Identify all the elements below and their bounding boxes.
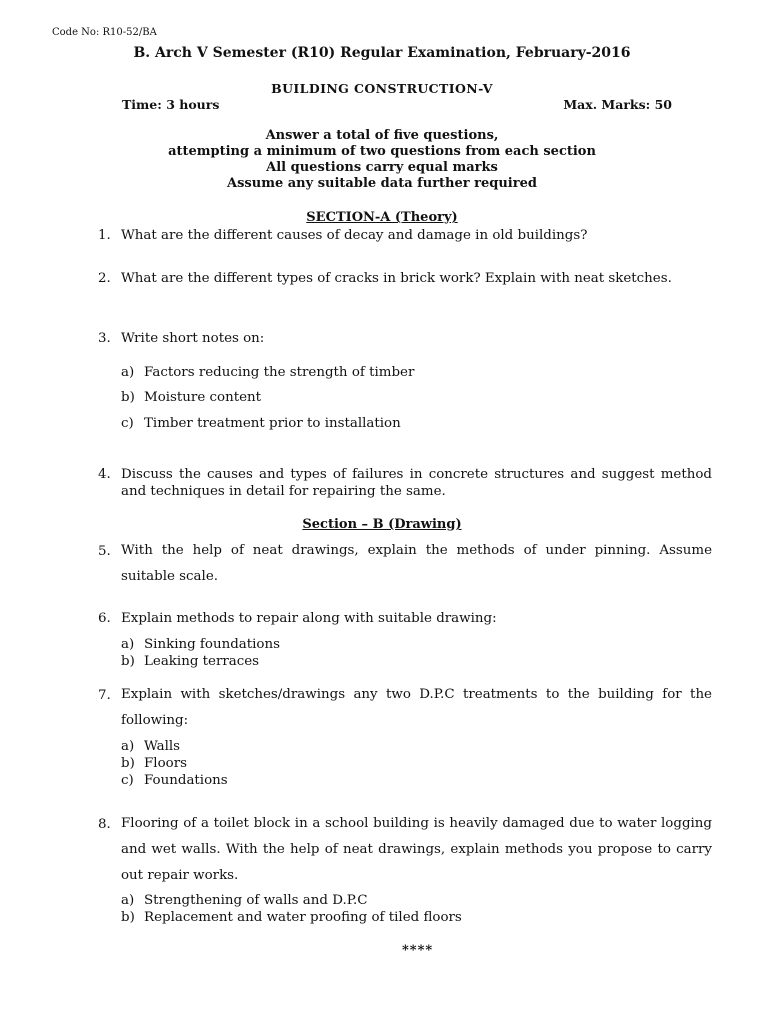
question-number: 8. — [98, 817, 111, 832]
instruction-line: Answer a total of five questions, — [265, 128, 499, 143]
question-number: 4. — [98, 467, 111, 482]
section-a-title: SECTION-A (Theory) — [306, 210, 458, 225]
max-marks-label: Max. Marks: 50 — [563, 97, 672, 112]
sub-item-label: c) — [121, 416, 134, 431]
section-b-title: Section – B (Drawing) — [302, 517, 462, 532]
subject-title: BUILDING CONSTRUCTION-V — [271, 81, 493, 96]
question-text: Discuss the causes and types of failures in concrete structures and suggest method and techniques in detail for repairing the same. — [121, 467, 712, 499]
question-text: What are the different causes of decay and damage in old buildings? — [121, 228, 588, 243]
sub-item-label: c) — [121, 773, 134, 788]
question-5 — [98, 538, 712, 590]
sub-item-text: Strengthening of walls and D.P.C — [144, 893, 368, 908]
sub-item — [121, 636, 681, 653]
sub-item-text: Foundations — [144, 773, 228, 788]
question-text: Flooring of a toilet block in a school building is heavily damaged due to water logging and wet walls. With the help of neat drawings, explain methods you propose to carry out repair works. — [121, 816, 712, 883]
question-6 — [98, 610, 712, 627]
question-number: 1. — [98, 228, 111, 243]
question-8 — [98, 811, 712, 889]
sub-item-label: a) — [121, 365, 135, 380]
sub-item-label: a) — [121, 637, 135, 652]
sub-item — [121, 364, 681, 381]
question-number: 7. — [98, 688, 111, 703]
question-number: 5. — [98, 544, 111, 559]
sub-item-text: Timber treatment prior to installation — [144, 416, 401, 431]
sub-item-label: a) — [121, 893, 135, 908]
question-text: Explain with sketches/drawings any two D.P.C treatments to the building for the following: — [121, 687, 712, 728]
sub-item-text: Floors — [144, 756, 187, 771]
question-4 — [98, 466, 712, 500]
sub-item — [121, 755, 681, 772]
sub-item-label: a) — [121, 739, 135, 754]
question-text: With the help of neat drawings, explain the methods of under pinning. Assume suitable scale. — [121, 543, 712, 584]
question-text: Write short notes on: — [121, 331, 265, 346]
sub-item-label: b) — [121, 756, 135, 771]
question-2 — [98, 270, 712, 287]
question-number: 3. — [98, 331, 111, 346]
question-text: What are the different types of cracks in brick work? Explain with neat sketches. — [121, 271, 672, 286]
instruction-line: attempting a minimum of two questions from each section — [168, 144, 596, 159]
sub-item — [121, 892, 681, 909]
sub-item-text: Leaking terraces — [144, 654, 260, 669]
sub-item — [121, 653, 681, 670]
instruction-line: All questions carry equal marks — [266, 160, 498, 175]
sub-item-text: Sinking foundations — [144, 637, 280, 652]
question-number: 2. — [98, 271, 111, 286]
exam-title: B. Arch V Semester (R10) Regular Examination, February-2016 — [133, 45, 631, 61]
question-text: Explain methods to repair along with suitable drawing: — [121, 611, 497, 626]
sub-item — [121, 772, 681, 789]
question-7 — [98, 682, 712, 734]
sub-item-label: b) — [121, 910, 135, 925]
sub-item — [121, 415, 681, 432]
code-number: Code No: R10-52/BA — [52, 27, 157, 38]
instructions — [100, 128, 664, 192]
end-marker: **** — [402, 943, 434, 958]
time-label: Time: 3 hours — [122, 97, 220, 112]
sub-item-text: Moisture content — [144, 390, 262, 405]
sub-item-label: b) — [121, 390, 135, 405]
question-3 — [98, 330, 712, 347]
sub-item — [121, 389, 681, 406]
sub-item-text: Replacement and water proofing of tiled floors — [144, 910, 462, 925]
sub-item-text: Factors reducing the strength of timber — [144, 365, 415, 380]
question-number: 6. — [98, 611, 111, 626]
question-1 — [98, 227, 712, 244]
instruction-line: Assume any suitable data further required — [227, 176, 537, 191]
sub-item — [121, 738, 681, 755]
sub-item — [121, 909, 681, 926]
sub-item-label: b) — [121, 654, 135, 669]
sub-item-text: Walls — [144, 739, 181, 754]
